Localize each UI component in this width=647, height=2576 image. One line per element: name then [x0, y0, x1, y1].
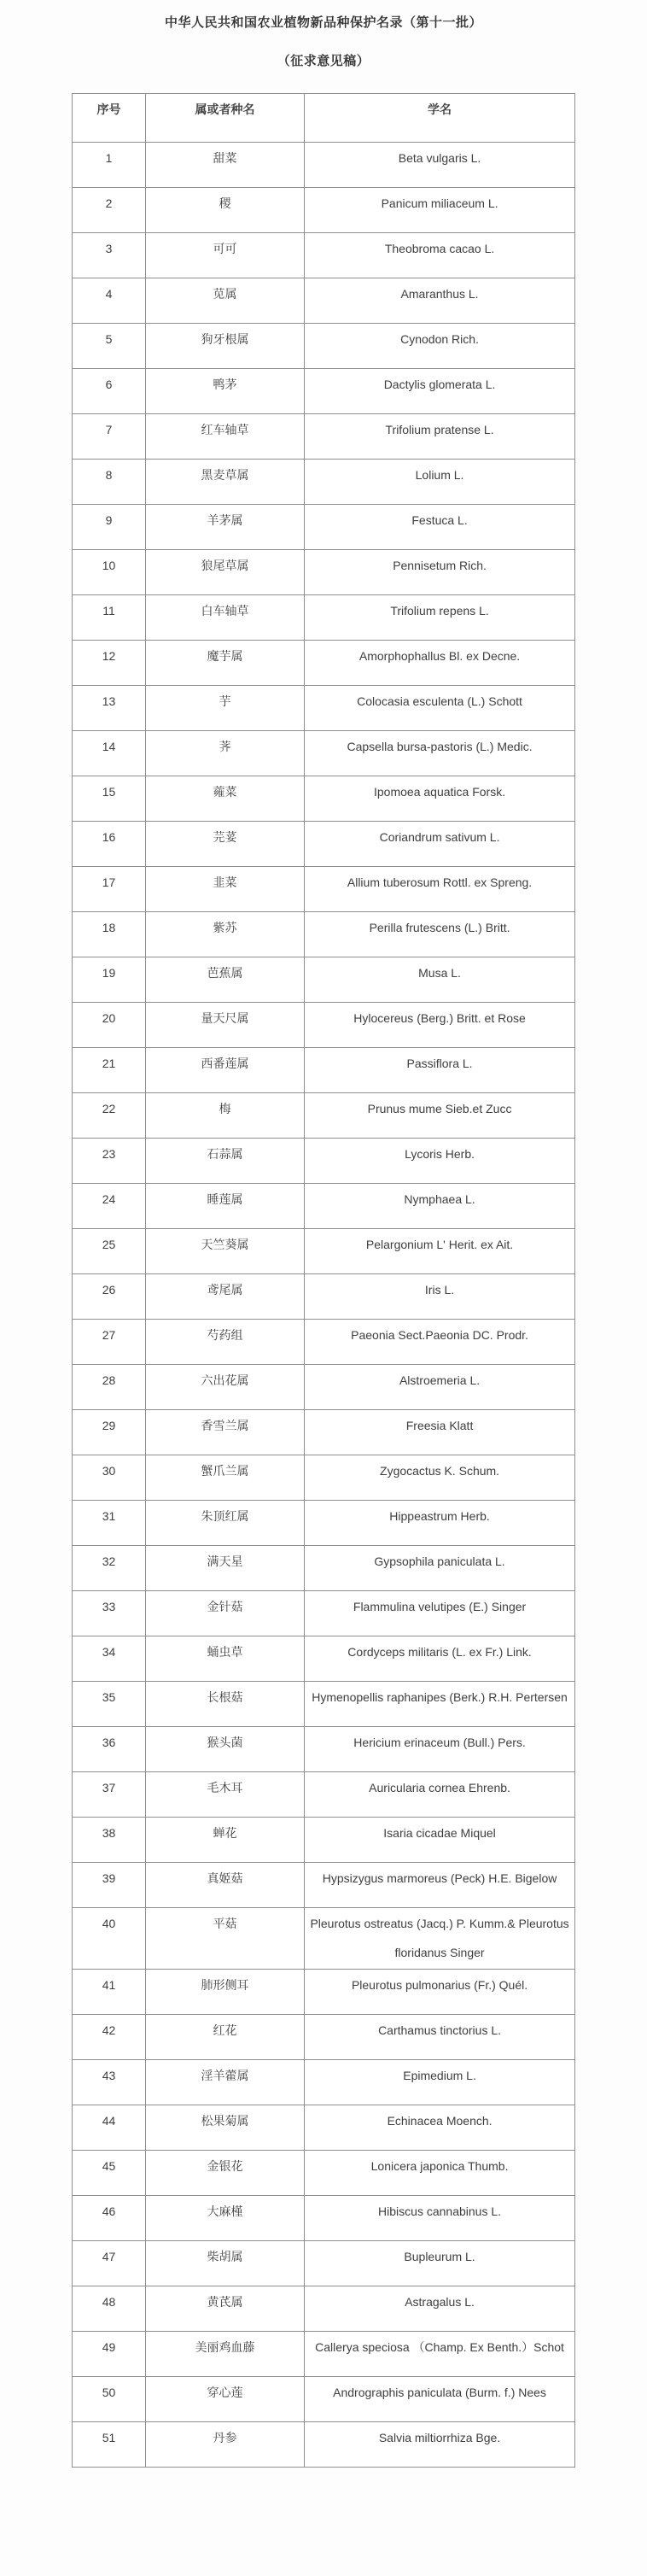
scientific-name-cell: Astragalus L. [305, 2286, 575, 2332]
table-row [73, 1863, 575, 1908]
row-index-cell: 47 [73, 2241, 146, 2286]
table-row [73, 1501, 575, 1546]
scientific-name-cell: Isaria cicadae Miquel [305, 1818, 575, 1863]
table-row [73, 2422, 575, 2468]
species-catalog-table [72, 93, 575, 2468]
species-name-cell: 甜菜 [145, 143, 304, 188]
row-index-cell: 23 [73, 1139, 146, 1184]
row-index-cell: 42 [73, 2015, 146, 2060]
row-index-cell: 7 [73, 414, 146, 460]
row-index-cell: 10 [73, 550, 146, 595]
species-name-cell: 金银花 [145, 2151, 304, 2196]
row-index-cell: 26 [73, 1274, 146, 1320]
species-name-cell: 荠 [145, 731, 304, 776]
table-row [73, 143, 575, 188]
table-row [73, 1410, 575, 1455]
scientific-name-cell: Hippeastrum Herb. [305, 1501, 575, 1546]
row-index-cell: 14 [73, 731, 146, 776]
row-index-cell: 49 [73, 2332, 146, 2377]
table-header-row [73, 94, 575, 143]
species-name-cell: 柴胡属 [145, 2241, 304, 2286]
table-row [73, 233, 575, 278]
table-row [73, 1229, 575, 1274]
table-row [73, 1970, 575, 2015]
species-name-cell: 黄芪属 [145, 2286, 304, 2332]
scientific-name-cell: Coriandrum sativum L. [305, 822, 575, 867]
row-index-cell: 18 [73, 912, 146, 957]
scientific-name-cell: Perilla frutescens (L.) Britt. [305, 912, 575, 957]
scientific-name-cell: Pennisetum Rich. [305, 550, 575, 595]
scientific-name-cell: Hypsizygus marmoreus (Peck) H.E. Bigelow [305, 1863, 575, 1908]
scientific-name-cell: Amaranthus L. [305, 278, 575, 324]
scientific-name-cell: Epimedium L. [305, 2060, 575, 2105]
table-row [73, 324, 575, 369]
row-index-cell: 24 [73, 1184, 146, 1229]
species-name-cell: 蟹爪兰属 [145, 1455, 304, 1501]
table-row [73, 505, 575, 550]
row-index-cell: 9 [73, 505, 146, 550]
scientific-name-cell: Echinacea Moench. [305, 2105, 575, 2151]
scientific-name-cell: Iris L. [305, 1274, 575, 1320]
row-index-cell: 32 [73, 1546, 146, 1591]
row-index-cell: 39 [73, 1863, 146, 1908]
row-index-cell: 48 [73, 2286, 146, 2332]
row-index-cell: 22 [73, 1093, 146, 1139]
scientific-name-cell: Trifolium repens L. [305, 595, 575, 641]
scientific-name-cell: Capsella bursa-pastoris (L.) Medic. [305, 731, 575, 776]
species-name-cell: 长根菇 [145, 1682, 304, 1727]
table-row [73, 1003, 575, 1048]
table-row [73, 1682, 575, 1727]
row-index-cell: 31 [73, 1501, 146, 1546]
species-name-cell: 满天星 [145, 1546, 304, 1591]
row-index-cell: 13 [73, 686, 146, 731]
species-name-cell: 美丽鸡血藤 [145, 2332, 304, 2377]
scientific-name-cell: Festuca L. [305, 505, 575, 550]
table-body [73, 143, 575, 2468]
row-index-cell: 28 [73, 1365, 146, 1410]
scientific-name-cell: Pelargonium L' Herit. ex Ait. [305, 1229, 575, 1274]
scientific-name-cell: Hibiscus cannabinus L. [305, 2196, 575, 2241]
species-name-cell: 蝉花 [145, 1818, 304, 1863]
scientific-name-cell: Hylocereus (Berg.) Britt. et Rose [305, 1003, 575, 1048]
row-index-cell: 2 [73, 188, 146, 233]
scientific-name-cell: Colocasia esculenta (L.) Schott [305, 686, 575, 731]
table-row [73, 2332, 575, 2377]
scientific-name-cell: Lonicera japonica Thumb. [305, 2151, 575, 2196]
row-index-cell: 12 [73, 641, 146, 686]
table-row [73, 1727, 575, 1772]
table-row [73, 1455, 575, 1501]
species-name-cell: 狗牙根属 [145, 324, 304, 369]
species-name-cell: 鸭茅 [145, 369, 304, 414]
page-title: 中华人民共和国农业植物新品种保护名录（第十一批） [164, 15, 482, 30]
table-row [73, 686, 575, 731]
page-subtitle: （征求意见稿） [277, 54, 370, 68]
scientific-name-cell: Bupleurum L. [305, 2241, 575, 2286]
scientific-name-cell: Salvia miltiorrhiza Bge. [305, 2422, 575, 2468]
row-index-cell: 29 [73, 1410, 146, 1455]
table-row [73, 595, 575, 641]
row-index-cell: 4 [73, 278, 146, 324]
species-name-cell: 狼尾草属 [145, 550, 304, 595]
species-name-cell: 鸢尾属 [145, 1274, 304, 1320]
row-index-cell: 30 [73, 1455, 146, 1501]
table-row [73, 731, 575, 776]
table-row [73, 822, 575, 867]
table-row [73, 460, 575, 505]
scientific-name-cell: Amorphophallus Bl. ex Decne. [305, 641, 575, 686]
species-name-cell: 紫苏 [145, 912, 304, 957]
table-row [73, 1093, 575, 1139]
table-row [73, 1048, 575, 1093]
species-name-cell: 真姬菇 [145, 1863, 304, 1908]
row-index-cell: 38 [73, 1818, 146, 1863]
table-row [73, 912, 575, 957]
row-index-cell: 19 [73, 957, 146, 1003]
scientific-name-cell: Lycoris Herb. [305, 1139, 575, 1184]
scientific-name-cell: Trifolium pratense L. [305, 414, 575, 460]
table-row [73, 1139, 575, 1184]
species-name-cell: 平菇 [145, 1908, 304, 1970]
species-name-cell: 红花 [145, 2015, 304, 2060]
species-name-cell: 量天尺属 [145, 1003, 304, 1048]
species-name-cell: 梅 [145, 1093, 304, 1139]
table-row [73, 2060, 575, 2105]
species-name-cell: 朱顶红属 [145, 1501, 304, 1546]
table-row [73, 2015, 575, 2060]
scientific-name-cell: Pleurotus ostreatus (Jacq.) P. Kumm.& Pleurotus floridanus Singer [305, 1908, 575, 1970]
scientific-name-cell: Zygocactus K. Schum. [305, 1455, 575, 1501]
species-name-cell: 六出花属 [145, 1365, 304, 1410]
row-index-cell: 33 [73, 1591, 146, 1636]
row-index-cell: 46 [73, 2196, 146, 2241]
species-name-cell: 蕹菜 [145, 776, 304, 822]
table-row [73, 1365, 575, 1410]
row-index-cell: 11 [73, 595, 146, 641]
species-name-cell: 羊茅属 [145, 505, 304, 550]
table-row [73, 1184, 575, 1229]
scientific-name-cell: Dactylis glomerata L. [305, 369, 575, 414]
row-index-cell: 17 [73, 867, 146, 912]
scientific-name-cell: Alstroemeria L. [305, 1365, 575, 1410]
scientific-name-cell: Ipomoea aquatica Forsk. [305, 776, 575, 822]
species-name-cell: 肺形侧耳 [145, 1970, 304, 2015]
row-index-cell: 16 [73, 822, 146, 867]
scientific-name-cell: Gypsophila paniculata L. [305, 1546, 575, 1591]
table-row [73, 1908, 575, 1970]
column-header-scientific-name: 学名 [305, 94, 575, 143]
species-name-cell: 可可 [145, 233, 304, 278]
species-name-cell: 金针菇 [145, 1591, 304, 1636]
species-name-cell: 天竺葵属 [145, 1229, 304, 1274]
table-row [73, 2286, 575, 2332]
species-name-cell: 大麻槿 [145, 2196, 304, 2241]
species-name-cell: 睡莲属 [145, 1184, 304, 1229]
row-index-cell: 3 [73, 233, 146, 278]
scientific-name-cell: Carthamus tinctorius L. [305, 2015, 575, 2060]
row-index-cell: 1 [73, 143, 146, 188]
scientific-name-cell: Pleurotus pulmonarius (Fr.) Quél. [305, 1970, 575, 2015]
row-index-cell: 50 [73, 2377, 146, 2422]
scientific-name-cell: Freesia Klatt [305, 1410, 575, 1455]
row-index-cell: 15 [73, 776, 146, 822]
row-index-cell: 40 [73, 1908, 146, 1970]
scientific-name-cell: Prunus mume Sieb.et Zucc [305, 1093, 575, 1139]
species-name-cell: 猴头菌 [145, 1727, 304, 1772]
species-name-cell: 淫羊藿属 [145, 2060, 304, 2105]
table-row [73, 2377, 575, 2422]
row-index-cell: 6 [73, 369, 146, 414]
row-index-cell: 44 [73, 2105, 146, 2151]
species-name-cell: 芭蕉属 [145, 957, 304, 1003]
table-row [73, 1772, 575, 1818]
table-row [73, 641, 575, 686]
row-index-cell: 34 [73, 1636, 146, 1682]
species-name-cell: 红车轴草 [145, 414, 304, 460]
species-name-cell: 芋 [145, 686, 304, 731]
scientific-name-cell: Theobroma cacao L. [305, 233, 575, 278]
species-name-cell: 魔芋属 [145, 641, 304, 686]
species-name-cell: 西番莲属 [145, 1048, 304, 1093]
species-name-cell: 香雪兰属 [145, 1410, 304, 1455]
table-row [73, 550, 575, 595]
row-index-cell: 27 [73, 1320, 146, 1365]
species-name-cell: 丹参 [145, 2422, 304, 2468]
table-row [73, 414, 575, 460]
table-row [73, 1546, 575, 1591]
scientific-name-cell: Panicum miliaceum L. [305, 188, 575, 233]
row-index-cell: 36 [73, 1727, 146, 1772]
table-row [73, 369, 575, 414]
row-index-cell: 41 [73, 1970, 146, 2015]
table-row [73, 2241, 575, 2286]
row-index-cell: 45 [73, 2151, 146, 2196]
scientific-name-cell: Andrographis paniculata (Burm. f.) Nees [305, 2377, 575, 2422]
species-name-cell: 毛木耳 [145, 1772, 304, 1818]
table-row [73, 957, 575, 1003]
scientific-name-cell: Allium tuberosum Rottl. ex Spreng. [305, 867, 575, 912]
species-name-cell: 蛹虫草 [145, 1636, 304, 1682]
table-row [73, 2196, 575, 2241]
column-header-species-name: 属或者种名 [145, 94, 304, 143]
species-name-cell: 芍药组 [145, 1320, 304, 1365]
row-index-cell: 25 [73, 1229, 146, 1274]
species-name-cell: 芫荽 [145, 822, 304, 867]
table-row [73, 1591, 575, 1636]
species-name-cell: 苋属 [145, 278, 304, 324]
species-name-cell: 稷 [145, 188, 304, 233]
scientific-name-cell: Hymenopellis raphanipes (Berk.) R.H. Pertersen [305, 1682, 575, 1727]
table-row [73, 1274, 575, 1320]
species-name-cell: 白车轴草 [145, 595, 304, 641]
row-index-cell: 51 [73, 2422, 146, 2468]
scientific-name-cell: Beta vulgaris L. [305, 143, 575, 188]
scientific-name-cell: Flammulina velutipes (E.) Singer [305, 1591, 575, 1636]
row-index-cell: 5 [73, 324, 146, 369]
scientific-name-cell: Callerya speciosa （Champ. Ex Benth.）Schot [305, 2332, 575, 2377]
species-name-cell: 石蒜属 [145, 1139, 304, 1184]
scientific-name-cell: Nymphaea L. [305, 1184, 575, 1229]
scientific-name-cell: Cordyceps militaris (L. ex Fr.) Link. [305, 1636, 575, 1682]
species-name-cell: 黑麦草属 [145, 460, 304, 505]
scientific-name-cell: Musa L. [305, 957, 575, 1003]
row-index-cell: 8 [73, 460, 146, 505]
table-row [73, 1818, 575, 1863]
scientific-name-cell: Paeonia Sect.Paeonia DC. Prodr. [305, 1320, 575, 1365]
row-index-cell: 35 [73, 1682, 146, 1727]
table-row [73, 188, 575, 233]
table-row [73, 867, 575, 912]
row-index-cell: 21 [73, 1048, 146, 1093]
table-row [73, 1636, 575, 1682]
scientific-name-cell: Passiflora L. [305, 1048, 575, 1093]
scientific-name-cell: Cynodon Rich. [305, 324, 575, 369]
column-header-index: 序号 [73, 94, 146, 143]
table-row [73, 278, 575, 324]
species-name-cell: 松果菊属 [145, 2105, 304, 2151]
row-index-cell: 37 [73, 1772, 146, 1818]
table-row [73, 2105, 575, 2151]
table-row [73, 2151, 575, 2196]
row-index-cell: 43 [73, 2060, 146, 2105]
scientific-name-cell: Hericium erinaceum (Bull.) Pers. [305, 1727, 575, 1772]
species-name-cell: 韭菜 [145, 867, 304, 912]
scientific-name-cell: Auricularia cornea Ehrenb. [305, 1772, 575, 1818]
table-row [73, 776, 575, 822]
scientific-name-cell: Lolium L. [305, 460, 575, 505]
table-row [73, 1320, 575, 1365]
species-name-cell: 穿心莲 [145, 2377, 304, 2422]
row-index-cell: 20 [73, 1003, 146, 1048]
